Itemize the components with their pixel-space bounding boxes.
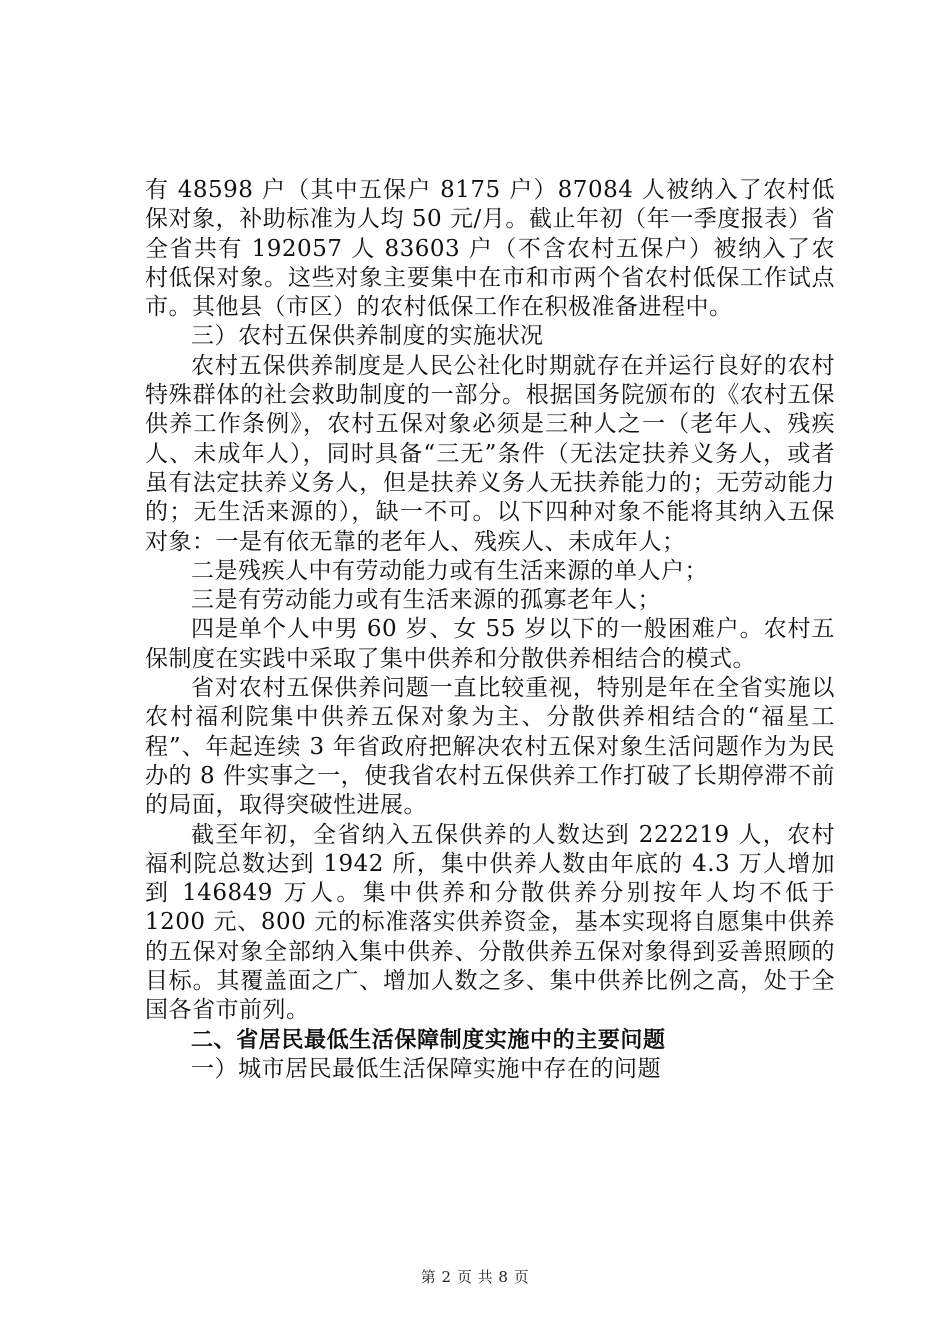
section-heading-main-problems: 二、省居民最低生活保障制度实施中的主要问题	[191, 1027, 666, 1053]
page-footer	[0, 1266, 950, 1287]
paragraph: 四是单个人中男 60 岁、女 55 岁以下的一般困难户。农村五保制度在实践中采取了集中供养和分散供养相结合的模式。	[145, 616, 835, 672]
page-number-label: 第 2 页 共 8 页	[420, 1268, 530, 1286]
subsection-heading-urban-problems: 一）城市居民最低生活保障实施中存在的问题	[191, 1055, 661, 1082]
paragraph: 农村五保供养制度是人民公社化时期就存在并运行良好的农村特殊群体的社会救助制度的一部分。根据国务院颁布的《农村五保供养工作条例》，农村五保对象必须是三种人之一（老年人、残疾人、未成年人），同时具备“三无”条件（无法定扶养义务人，或者虽有法定扶养义务人，但是扶养义务人无扶养能力的；无劳动能力的；无生活来源的），缺一不可。以下四种对象不能将其纳入五保对象：一是有依无靠的老年人、残疾人、未成年人；	[145, 352, 835, 555]
document-body	[145, 176, 835, 1084]
paragraph-continued: 有 48598 户（其中五保户 8175 户）87084 人被纳入了农村低保对象，补助标准为人均 50 元/月。截止年初（年一季度报表）省全省共有 192057 人 83603 户（不含农村五保户）被纳入了农村低保对象。这些对象主要集中在市和市两个省农村低保工作试点市。其他县（市区）的农村低保工作在积极准备进程中。	[145, 177, 835, 321]
paragraph: 截至年初，全省纳入五保供养的人数达到 222219 人，农村福利院总数达到 1942 所，集中供养人数由年底的 4.3 万人增加到 146849 万人。集中供养和分散供养分别按年人均不低于 1200 元、800 元的标准落实供养资金，基本实现将自愿集中供养的五保对象全部纳入集中供养、分散供养五保对象得到妥善照顾的目标。其覆盖面之广、增加人数之多、集中供养比例之高，处于全国各省市前列。	[145, 821, 835, 1024]
section-heading-rural-five-guarantee: 三）农村五保供养制度的实施状况	[191, 323, 544, 350]
paragraph: 三是有劳动能力或有生活来源的孤寡老年人；	[191, 587, 661, 614]
paragraph: 省对农村五保供养问题一直比较重视，特别是年在全省实施以农村福利院集中供养五保对象为主、分散供养相结合的“福星工程”、年起连续 3 年省政府把解决农村五保对象生活问题作为为民办的 8 件实事之一，使我省农村五保供养工作打破了长期停滞不前的局面，取得突破性进展。	[145, 675, 835, 819]
paragraph: 二是残疾人中有劳动能力或有生活来源的单人户；	[191, 557, 708, 584]
